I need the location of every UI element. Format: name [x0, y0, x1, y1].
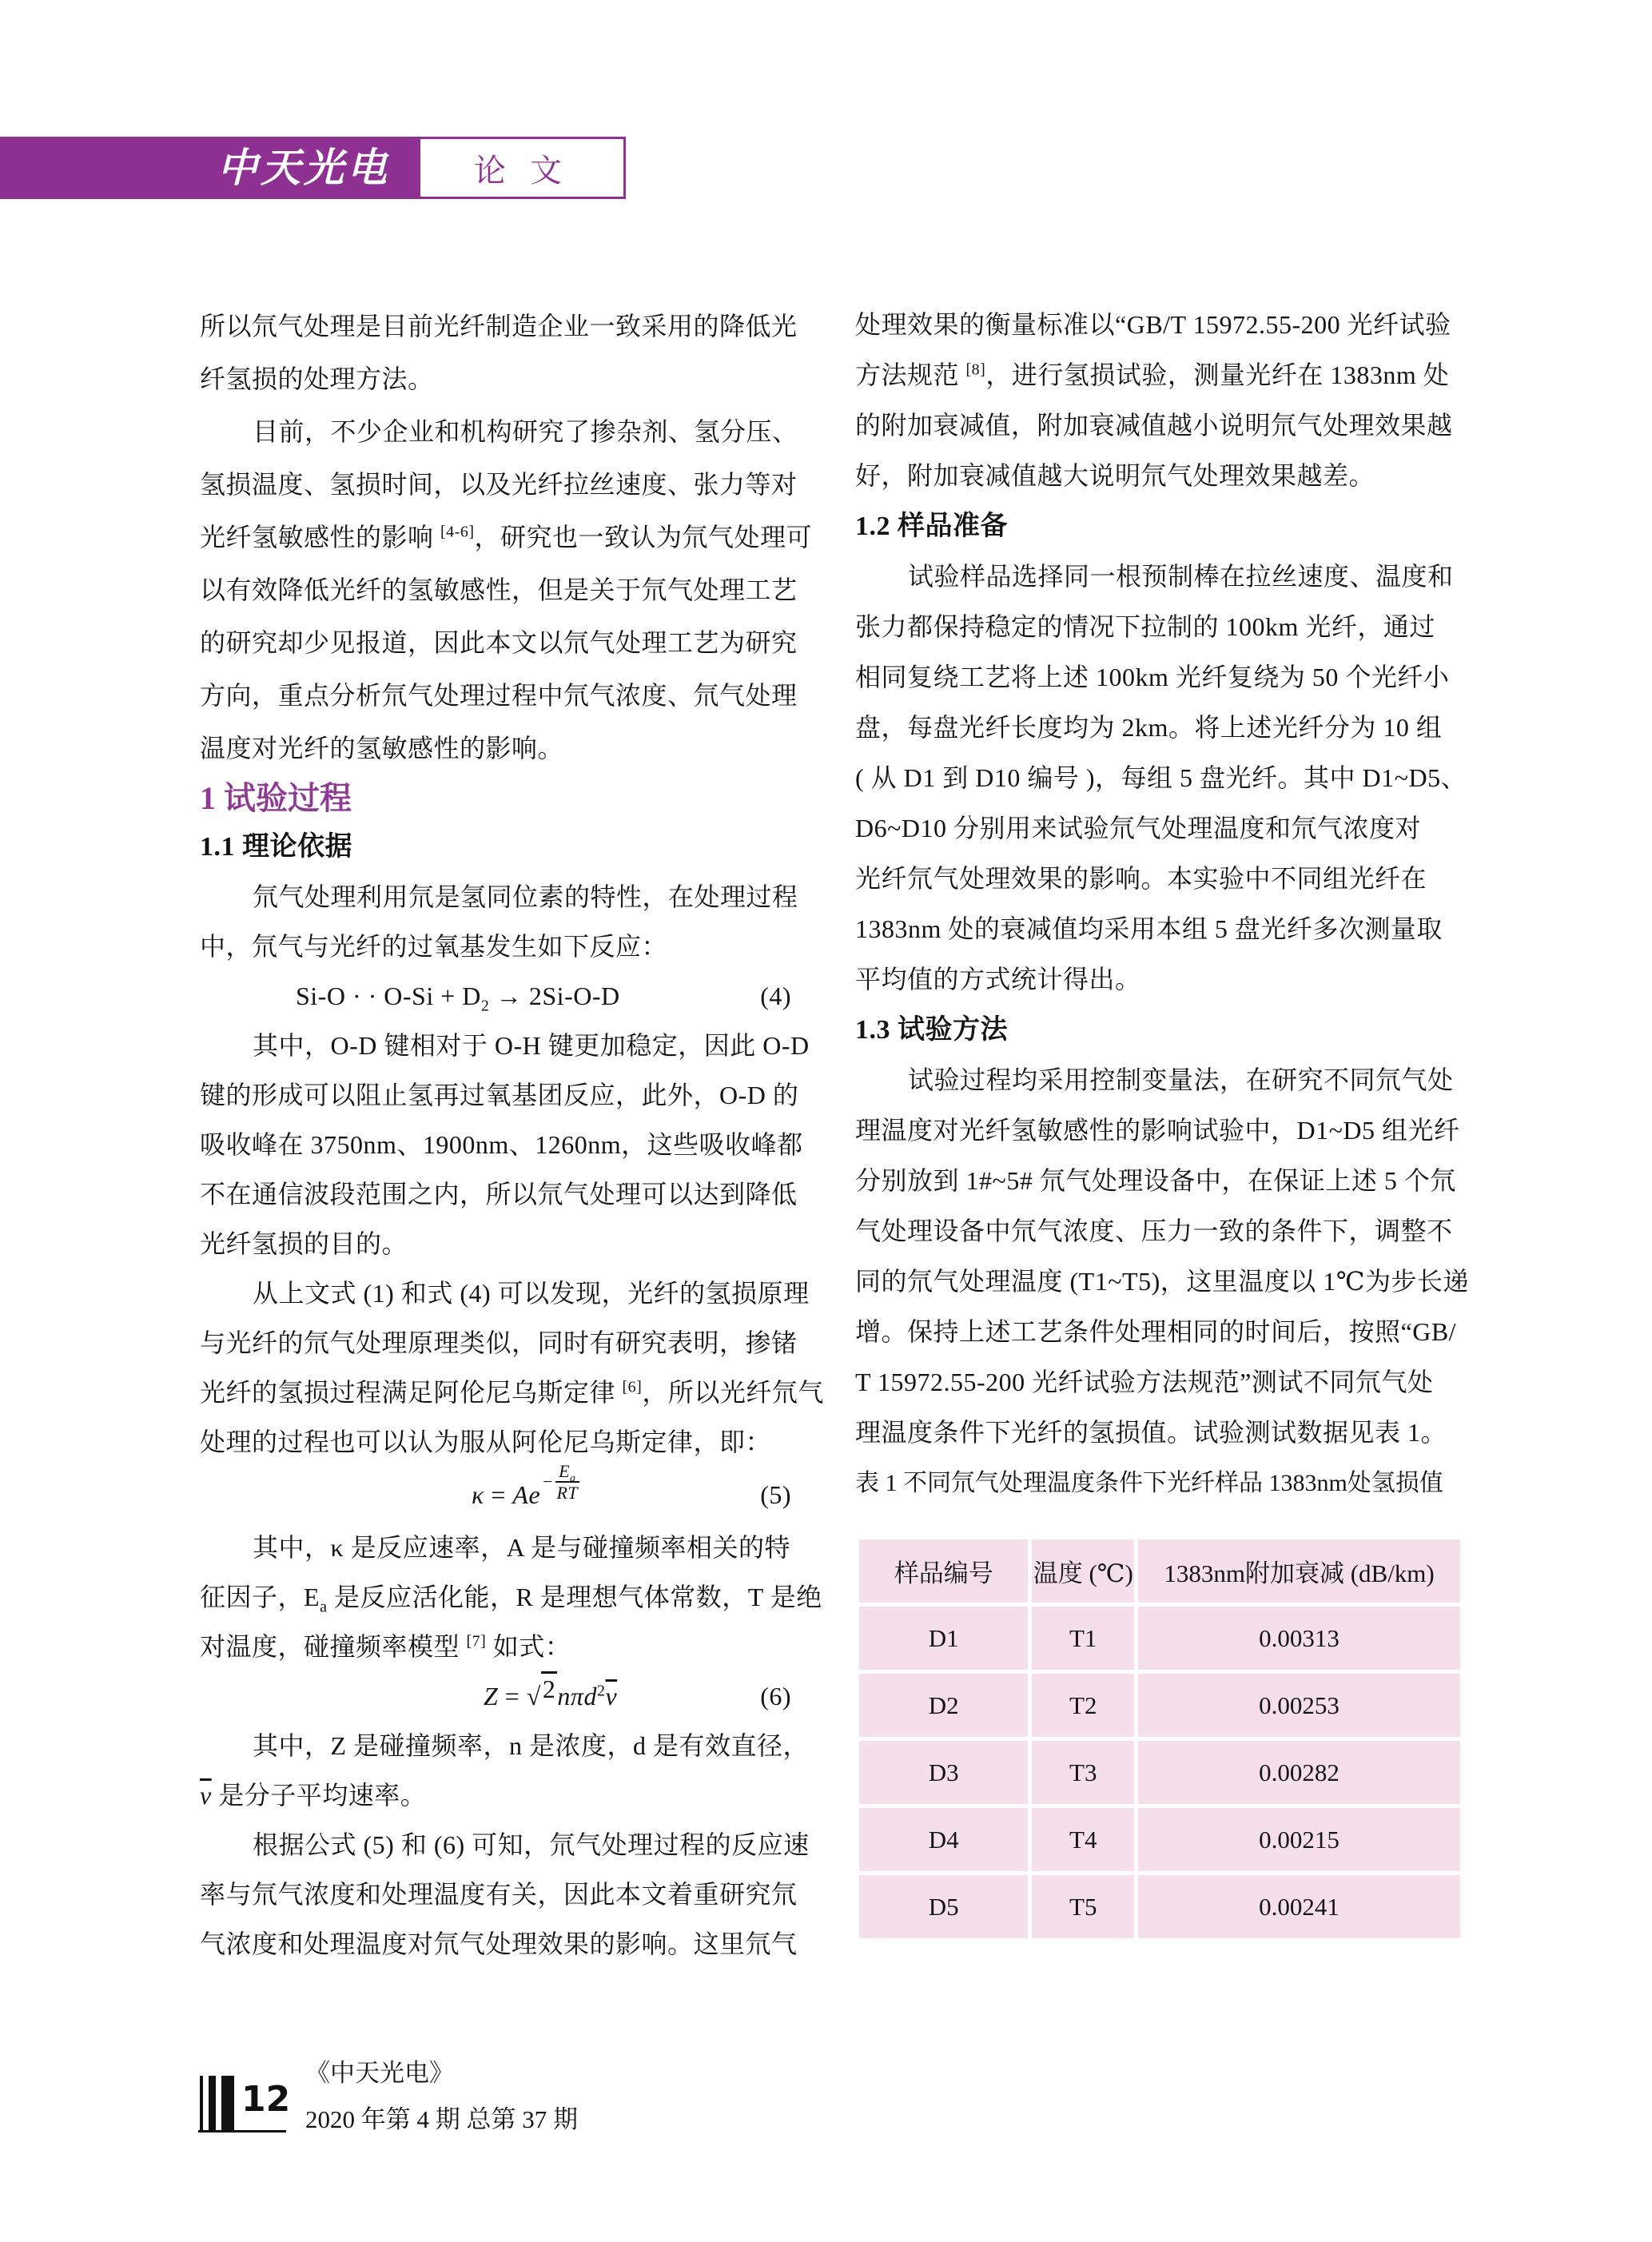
- table-row: [859, 1808, 1460, 1871]
- text-line: 氘气处理利用氘是氢同位素的特性，在处理过程: [253, 882, 798, 911]
- equation-number: (5): [760, 1480, 791, 1509]
- page-number: 12: [241, 2079, 291, 2120]
- left-column-intro: [200, 300, 813, 775]
- text-line: 其中，Z 是碰撞频率，n 是浓度，d 是有效直径，: [253, 1731, 810, 1760]
- text-line: 其中，O-D 键相对于 O-H 键更加稳定，因此 O-D: [253, 1031, 810, 1060]
- subsection-heading: 1.2 样品准备: [855, 512, 1008, 541]
- text-line: 键的形成可以阻止氢再过氧基团反应，此外，O-D 的: [200, 1081, 799, 1109]
- text-line: T 15972.55-200 光纤试验方法规范”测试不同氘气处: [855, 1368, 1434, 1396]
- equation-number: (4): [760, 982, 791, 1010]
- text-line: 同的氘气处理温度 (T1~T5)，这里温度以 1℃为步长递: [855, 1267, 1470, 1296]
- right-column-body: [855, 300, 1470, 1508]
- text-line: 试验过程均采用控制变量法，在研究不同氘气处: [908, 1065, 1454, 1094]
- section-heading-1: 1 试验过程: [200, 780, 352, 816]
- text-line: 气浓度和处理温度对氘气处理效果的影响。这里氘气: [200, 1929, 798, 1958]
- table-cell: 0.00282: [1138, 1741, 1460, 1804]
- text-line: 1383nm 处的衰减值均采用本组 5 盘光纤多次测量取: [855, 914, 1443, 943]
- table-row: [859, 1607, 1460, 1670]
- text-line: 率与氘气浓度和处理温度有关，因此本文着重研究氘: [200, 1880, 798, 1909]
- brand-logo: 中天光电: [217, 145, 390, 191]
- subsection-heading: 1.1 理论依据: [200, 832, 352, 862]
- hydrogen-loss-table: [855, 1535, 1464, 1942]
- text-line: 试验样品选择同一根预制棒在拉丝速度、温度和: [908, 562, 1454, 591]
- text-line: 气处理设备中氘气浓度、压力一致的条件下，调整不: [855, 1217, 1453, 1245]
- text-line: 方法规范 [8]，进行氢损试验，测量光纤在 1383nm 处: [855, 360, 1450, 389]
- left-column-body: [200, 822, 824, 1969]
- table-cell: D4: [859, 1808, 1028, 1871]
- text-line: 吸收峰在 3750nm、1900nm、1260nm，这些吸收峰都: [200, 1130, 803, 1159]
- table-cell: D1: [859, 1607, 1028, 1670]
- table-row: [859, 1674, 1460, 1737]
- table-cell: D5: [859, 1875, 1028, 1938]
- table-cell: T2: [1032, 1674, 1134, 1737]
- text-line: 温度对光纤的氢敏感性的影响。: [200, 734, 564, 763]
- paper-type-tab: 论 文: [418, 137, 626, 199]
- table-cell: 0.00241: [1138, 1875, 1460, 1938]
- text-line: 与光纤的氘气处理原理类似，同时有研究表明，掺锗: [200, 1328, 798, 1357]
- text-line: 张力都保持稳定的情况下拉制的 100km 光纤，通过: [855, 612, 1435, 641]
- table-cell: 0.00313: [1138, 1607, 1460, 1670]
- text-line: 相同复绕工艺将上述 100km 光纤复绕为 50 个光纤小: [855, 663, 1450, 691]
- text-line: 所以氘气处理是目前光纤制造企业一致采用的降低光: [200, 312, 798, 340]
- table-cell: T3: [1032, 1741, 1134, 1804]
- text-line: 方向，重点分析氘气处理过程中氘气浓度、氘气处理: [200, 681, 798, 710]
- text-line: 好，附加衰减值越大说明氘气处理效果越差。: [855, 461, 1375, 490]
- text-line: 对温度，碰撞频率模型 [7] 如式：: [200, 1632, 571, 1661]
- text-line: 光纤氘气处理效果的影响。本实验中不同组光纤在: [855, 864, 1427, 893]
- table-caption: 表 1 不同氘气处理温度条件下光纤样品 1383nm处氢损值: [855, 1470, 1443, 1496]
- subsection-heading: 1.3 试验方法: [855, 1015, 1008, 1045]
- text-line: 光纤的氢损过程满足阿伦尼乌斯定律 [6]，所以光纤氘气: [200, 1378, 824, 1407]
- text-line: 的附加衰减值，附加衰减值越小说明氘气处理效果越: [855, 411, 1453, 440]
- text-line: 征因子，$E_a$ 是反应活化能，R 是理想气体常数，T 是绝: [200, 1583, 822, 1616]
- page-number-bars-icon: [200, 2076, 234, 2130]
- text-line: D6~D10 分别用来试验氘气处理温度和氘气浓度对: [855, 814, 1422, 842]
- text-line: 增。保持上述工艺条件处理相同的时间后，按照“GB/: [855, 1317, 1457, 1346]
- table-header-cell: 温度 (℃): [1032, 1539, 1134, 1603]
- text-line: 以有效降低光纤的氢敏感性，但是关于氘气处理工艺: [200, 575, 798, 604]
- text-line: 不在通信波段范围之内，所以氘气处理可以达到降低: [200, 1180, 798, 1209]
- table-cell: D2: [859, 1674, 1028, 1737]
- table-cell: D3: [859, 1741, 1028, 1804]
- equation-number: (6): [760, 1682, 791, 1710]
- formula-line: κ = Ae − $\frac{E_a}{RT}$ (5): [200, 1467, 798, 1523]
- text-line: 的研究却少见报道，因此本文以氘气处理工艺为研究: [200, 628, 798, 657]
- table-cell: 0.00253: [1138, 1674, 1460, 1737]
- text-line: 从上文式 (1) 和式 (4) 可以发现，光纤的氢损原理: [253, 1279, 810, 1308]
- table-cell: 0.00215: [1138, 1808, 1460, 1871]
- table-cell: T1: [1032, 1607, 1134, 1670]
- text-line: ( 从 D1 到 D10 编号 )，每组 5 盘光纤。其中 D1~D5、: [855, 763, 1467, 792]
- table-header-cell: 1383nm附加衰减 (dB/km): [1138, 1539, 1460, 1603]
- text-line: $\overline{v}$ 是分子平均速率。: [200, 1781, 427, 1810]
- journal-name: 《中天光电》: [305, 2059, 454, 2087]
- formula-line: Si-O · · $O-Si + D_2 \to 2Si-O-D$ (4): [200, 971, 798, 1021]
- text-line: 光纤氢敏感性的影响 [4-6]，研究也一致认为氘气处理可: [200, 523, 813, 552]
- text-line: 氢损温度、氢损时间，以及光纤拉丝速度、张力等对: [200, 470, 798, 499]
- text-line: 分别放到 1#~5# 氘气处理设备中，在保证上述 5 个氘: [855, 1166, 1456, 1195]
- text-line: 处理效果的衡量标准以“GB/T 15972.55-200 光纤试验: [855, 310, 1451, 339]
- text-line: 理温度条件下光纤的氢损值。试验测试数据见表 1。: [855, 1418, 1447, 1447]
- text-line: 根据公式 (5) 和 (6) 可知，氘气处理过程的反应速: [253, 1830, 810, 1859]
- footer-rule: [198, 2130, 286, 2132]
- formula-line: Z = √ 2 $n\pi d^2\overline{v}$ (6): [200, 1671, 798, 1721]
- table-header-cell: 样品编号: [859, 1539, 1028, 1603]
- text-line: 纤氢损的处理方法。: [200, 364, 434, 393]
- text-line: 平均值的方式统计得出。: [855, 965, 1141, 994]
- table-cell: T4: [1032, 1808, 1134, 1871]
- table-row: [859, 1741, 1460, 1804]
- issue-info: 2020 年第 4 期 总第 37 期: [305, 2105, 578, 2133]
- text-line: 理温度对光纤氢敏感性的影响试验中，D1~D5 组光纤: [855, 1116, 1460, 1145]
- table-cell: T5: [1032, 1875, 1134, 1938]
- text-line: 处理的过程也可以认为服从阿伦尼乌斯定律，即：: [200, 1428, 772, 1456]
- text-line: 其中，κ 是反应速率，A 是与碰撞频率相关的特: [253, 1533, 790, 1562]
- text-line: 光纤氢损的目的。: [200, 1229, 408, 1258]
- text-line: 中，氘气与光纤的过氧基发生如下反应：: [200, 932, 668, 961]
- text-line: 盘，每盘光纤长度均为 2km。将上述光纤分为 10 组: [855, 713, 1443, 742]
- table-row: [859, 1875, 1460, 1938]
- text-line: 目前，不少企业和机构研究了掺杂剂、氢分压、: [253, 417, 798, 446]
